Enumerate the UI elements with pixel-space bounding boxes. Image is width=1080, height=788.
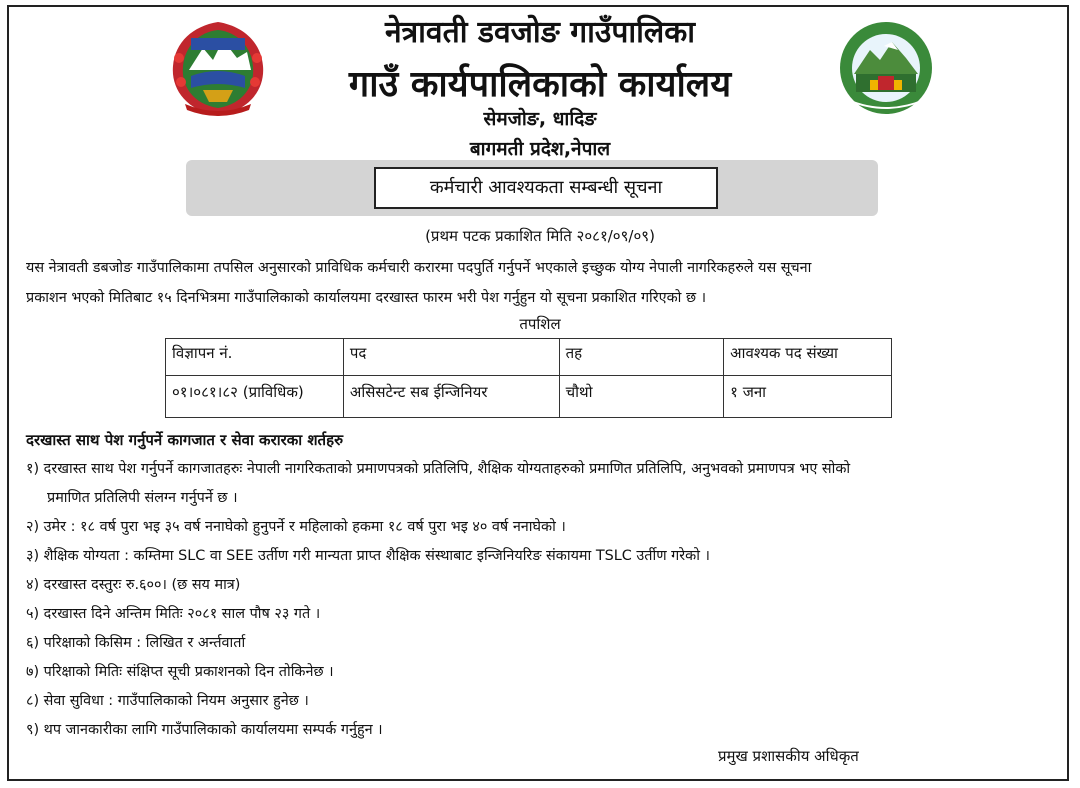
vacancy-table	[165, 338, 892, 418]
office-name: गाउँ कार्यपालिकाको कार्यालय	[348, 64, 732, 105]
condition-item-continuation: प्रमाणित प्रतिलिपी संलग्न गर्नुपर्ने छ ।	[47, 490, 238, 506]
condition-item: ५) दरखास्त दिने अन्तिम मितिः २०८१ साल पौष २३ गते ।	[26, 606, 321, 622]
cell-level: चौथो	[559, 376, 724, 418]
condition-item: ४) दरखास्त दस्तुरः रु.६००। (छ सय मात्र)	[26, 577, 241, 593]
header-ad-number: विज्ञापन नं.	[166, 339, 344, 376]
notice-title: कर्मचारी आवश्यकता सम्बन्धी सूचना	[374, 167, 718, 209]
condition-item: ८) सेवा सुविधा : गाउँपालिकाको नियम अनुसार हुनेछ ।	[26, 693, 309, 709]
cell-post: असिसटेन्ट सब ईन्जिनियर	[343, 376, 559, 418]
intro-line-2: प्रकाशन भएको मितिबाट १५ दिनभित्रमा गाउँपालिकाको कार्यालयमा दरखास्त फारम भरी पेश गर्नुहुन यो सूचना प्रकाशित गरिएको छ ।	[26, 290, 707, 306]
office-location: सेमजोङ, धादिङ	[483, 108, 597, 130]
header-level: तह	[559, 339, 724, 376]
condition-item: ६) परिक्षाको किसिम : लिखित र अर्न्तवार्ता	[26, 635, 246, 651]
cell-required-count: १ जना	[724, 376, 892, 418]
table-caption: तपशिल	[519, 315, 561, 333]
condition-item: ७) परिक्षाको मितिः संक्षिप्त सूची प्रकाशनको दिन तोकिनेछ ।	[26, 664, 334, 680]
table-header-row	[166, 339, 892, 376]
condition-item: ९) थप जानकारीका लागि गाउँपालिकाको कार्यालयमा सम्पर्क गर्नुहुन ।	[26, 722, 383, 738]
signature-title: प्रमुख प्रशासकीय अधिकृत	[718, 747, 859, 765]
header-post: पद	[343, 339, 559, 376]
condition-item: २) उमेर : १८ वर्ष पुरा भइ ३५ वर्ष ननाघेको हुनुपर्ने र महिलाको हकमा १८ वर्ष पुरा भइ ४० वर्ष ननाघेको ।	[26, 519, 566, 535]
condition-item: ३) शैक्षिक योग्यता : कम्तिमा SLC वा SEE उर्तीण गरी मान्यता प्राप्त शैक्षिक संस्थाबाट इन्जिनियरिङ संकायमा TSLC उर्तीण गरेको ।	[26, 548, 710, 564]
cell-ad-number: ०१।०८१।८२ (प्राविधिक)	[166, 376, 344, 418]
intro-line-1: यस नेत्रावती डबजोङ गाउँपालिकामा तपसिल अनुसारको प्राविधिक कर्मचारी करारमा पदपुर्ति गर्नुपर्ने भएकाले इच्छुक योग्य नेपाली नागरिकहरुले यस सूचना	[26, 260, 812, 276]
municipality-name: नेत्रावती डवजोङ गाउँपालिका	[384, 15, 696, 50]
publication-date: (प्रथम पटक प्रकाशित मिति २०८१/०९/०९)	[425, 227, 655, 245]
header-required-count: आवश्यक पद संख्या	[724, 339, 892, 376]
conditions-title: दरखास्त साथ पेश गर्नुपर्ने कागजात र सेवा करारका शर्तहरु	[26, 431, 344, 449]
condition-item: १) दरखास्त साथ पेश गर्नुपर्ने कागजातहरुः नेपाली नागरिकताको प्रमाणपत्रको प्रतिलिपि, शैक्षिक योग्यताहरुको प्रमाणित प्रतिलिपि, अनुभवको प्रमाणपत्र भए सोको	[26, 461, 851, 477]
table-row	[166, 376, 892, 418]
office-province: बागमती प्रदेश,नेपाल	[469, 138, 611, 160]
